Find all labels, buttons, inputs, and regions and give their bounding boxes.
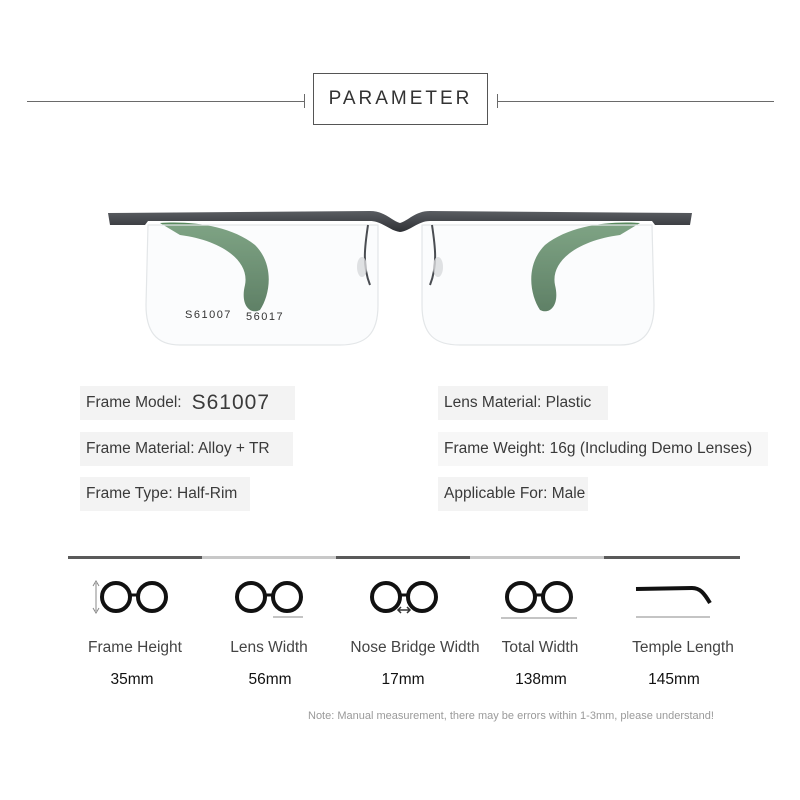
total-width-icon bbox=[495, 575, 585, 620]
spec-frame-weight: Frame Weight: 16g (Including Demo Lenses) bbox=[438, 432, 768, 466]
spec-lens-material: Lens Material: Plastic bbox=[438, 386, 608, 420]
spec-frame-type: Frame Type: Half-Rim bbox=[80, 477, 250, 511]
spec-applicable-for: Applicable For: Male bbox=[438, 477, 588, 511]
measure-bar-5 bbox=[604, 556, 740, 559]
measure-value-lens-width: 56mm bbox=[248, 671, 292, 688]
frame-height-icon bbox=[86, 575, 176, 620]
header-tick-left bbox=[304, 94, 305, 108]
measure-label-nose-bridge-width: Nose Bridge Width bbox=[350, 639, 480, 656]
measurement-note: Note: Manual measurement, there may be errors within 1-3mm, please understand! bbox=[308, 710, 714, 722]
measure-label-temple-length: Temple Length bbox=[632, 639, 734, 656]
measure-value-frame-height: 35mm bbox=[110, 671, 154, 688]
spec-frame-material: Frame Material: Alloy + TR bbox=[80, 432, 293, 466]
measure-bar-3 bbox=[336, 556, 470, 559]
measure-value-nose-bridge-width: 17mm bbox=[381, 671, 425, 688]
measure-label-total-width: Total Width bbox=[501, 639, 579, 656]
left-lens bbox=[146, 225, 378, 345]
lens-width-icon bbox=[225, 575, 315, 620]
parameter-title: PARAMETER bbox=[313, 73, 488, 125]
right-lens bbox=[422, 225, 654, 345]
measure-label-frame-height: Frame Height bbox=[88, 639, 182, 656]
imprint-left: S61007 bbox=[185, 309, 232, 321]
measure-bar-1 bbox=[68, 556, 202, 559]
spec-frame-model: Frame Model: S61007 bbox=[80, 386, 295, 420]
glasses-product-image bbox=[100, 185, 700, 360]
temple-length-icon bbox=[630, 575, 720, 620]
measure-value-temple-length: 145mm bbox=[648, 671, 700, 688]
nose-bridge-icon bbox=[360, 575, 450, 620]
header-tick-right bbox=[497, 94, 498, 108]
header-line-left bbox=[27, 101, 304, 102]
measure-value-total-width: 138mm bbox=[515, 671, 567, 688]
measure-bar-2 bbox=[202, 556, 336, 559]
imprint-right: 56017 bbox=[246, 311, 285, 323]
measure-bar-4 bbox=[470, 556, 604, 559]
header-line-right bbox=[497, 101, 774, 102]
measure-label-lens-width: Lens Width bbox=[230, 639, 308, 656]
